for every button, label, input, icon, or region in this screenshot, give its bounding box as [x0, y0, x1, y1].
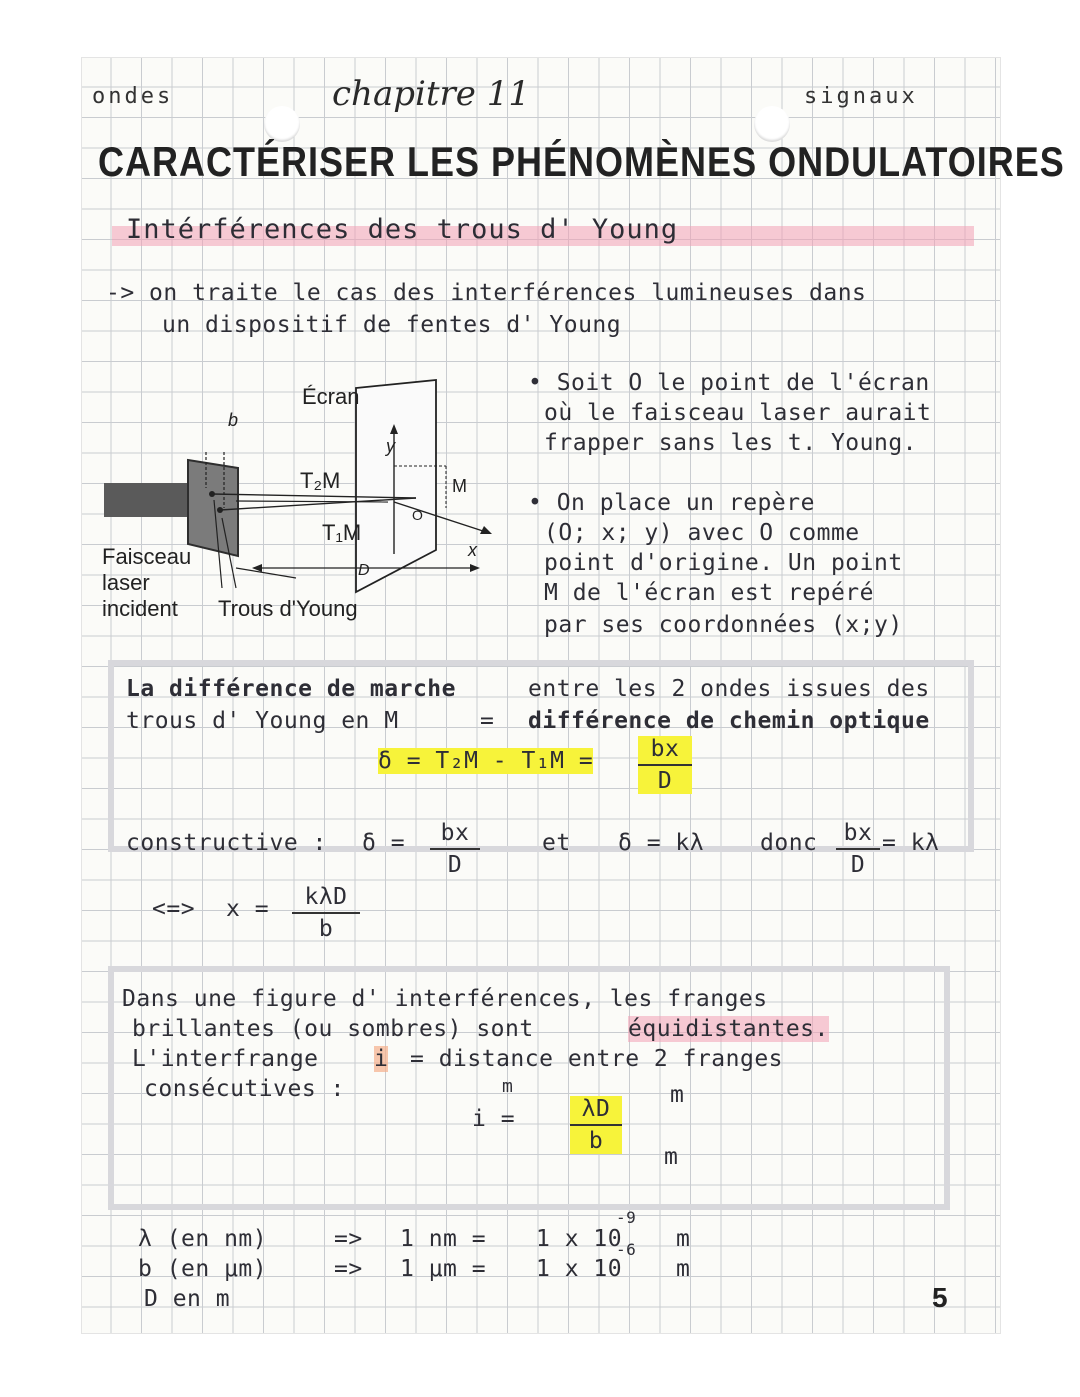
fraction-denominator: D — [447, 852, 463, 878]
note2-line1: • On place un repère — [528, 490, 815, 516]
constructive-fraction-1 — [430, 820, 480, 878]
header-left-ondes: ondes — [92, 84, 174, 109]
box1-line2-a: trous d' Young en M — [126, 708, 399, 734]
unit-row2-arrow: => — [334, 1256, 363, 1282]
fraction-denominator: b — [318, 916, 334, 942]
label-m: M — [452, 476, 467, 496]
note2-line4: M de l'écran est repéré — [544, 580, 874, 606]
fraction-denominator: D — [657, 768, 673, 794]
fraction-bar — [638, 764, 692, 766]
header-right-signaux: signaux — [804, 84, 918, 109]
x-equals: x = — [226, 896, 270, 922]
unit-m-above: m — [502, 1076, 514, 1097]
path-difference-fraction — [638, 736, 692, 794]
constructive-k-lambda: = kλ — [882, 830, 940, 856]
fraction-denominator: b — [588, 1128, 604, 1154]
label-laser: laser — [102, 570, 150, 595]
i-equals: i = — [472, 1106, 516, 1132]
constructive-fraction-2 — [836, 820, 880, 878]
fraction-numerator: kλD — [304, 884, 348, 910]
intro-line-1: -> on traite le cas des interférences lumineuses dans — [106, 280, 867, 306]
implies-arrow: <=> — [152, 896, 196, 922]
label-incident: incident — [102, 596, 178, 621]
unit-row1-exponent: -9 — [616, 1208, 637, 1227]
unit-row2-eq: 1 μm = — [400, 1256, 487, 1282]
label-x: x — [468, 540, 477, 560]
fraction-bar — [836, 848, 880, 850]
fraction-denominator: D — [850, 852, 866, 878]
label-trous-young: Trous d'Young — [218, 596, 358, 621]
note1-line2: où le faisceau laser aurait — [544, 400, 932, 426]
notebook-sheet — [82, 58, 1065, 1333]
note2-line5: par ses coordonnées (x;y) — [544, 612, 903, 638]
label-t1m: T₁M — [322, 520, 362, 545]
slit-plate — [188, 460, 238, 556]
unit-m-numerator: m — [670, 1082, 685, 1108]
unit-row3-label: D en m — [144, 1286, 231, 1312]
unit-row2-exponent: -6 — [616, 1240, 637, 1259]
path-difference-formula: δ = T₂M - T₁M = — [378, 748, 594, 774]
fraction-bar — [430, 848, 480, 850]
note2-line2: (O; x; y) avec O comme — [544, 520, 860, 546]
label-b: b — [228, 410, 239, 430]
interfrange-fraction — [570, 1096, 622, 1154]
fraction-bar — [570, 1124, 622, 1126]
unit-row1-arrow: => — [334, 1226, 363, 1252]
unit-m-denominator: m — [664, 1144, 679, 1170]
box2-line3-b: = distance entre 2 franges — [410, 1046, 784, 1072]
box2-line2-a: brillantes (ou sombres) sont — [132, 1016, 534, 1042]
screen — [356, 380, 436, 592]
page-title: CARACTÉRISER LES PHÉNOMÈNES ONDULATOIRES — [98, 138, 1065, 186]
box2-line1: Dans une figure d' interférences, les franges — [122, 986, 768, 1012]
fraction-numerator: bx — [650, 736, 680, 762]
box2-line4: consécutives : — [144, 1076, 345, 1102]
unit-row1-value: 1 x 10 — [536, 1226, 623, 1252]
binder-hole-right — [754, 106, 790, 142]
label-t2m: T₂M — [300, 468, 341, 493]
constructive-delta-k: δ = kλ — [618, 830, 705, 856]
unit-row2-m: m — [676, 1256, 691, 1282]
box2-line3-a: L'interfrange — [132, 1046, 319, 1072]
constructive-delta-eq: δ = — [362, 830, 406, 856]
box1-line2-b: différence de chemin optique — [528, 708, 930, 734]
fraction-numerator: λD — [581, 1096, 611, 1122]
fraction-numerator: bx — [843, 820, 873, 846]
unit-row1-label: λ (en nm) — [138, 1226, 268, 1252]
fraction-numerator: bx — [440, 820, 470, 846]
page-number: 5 — [932, 1282, 948, 1313]
label-d: D — [358, 562, 370, 579]
constructive-donc: donc — [760, 830, 818, 856]
x-fraction — [292, 884, 360, 942]
binder-hole-left — [264, 106, 300, 142]
young-slits-diagram — [96, 368, 536, 628]
box2-line3-i: i — [374, 1046, 389, 1072]
unit-row1-eq: 1 nm = — [400, 1226, 487, 1252]
chapter-title: chapitre 11 — [332, 74, 530, 114]
note1-line1: • Soit O le point de l'écran — [528, 370, 930, 396]
note1-line3: frapper sans les t. Young. — [544, 430, 918, 456]
box1-line2-eq: = — [480, 708, 495, 734]
unit-row1-m: m — [676, 1226, 691, 1252]
label-faisceau: Faisceau — [102, 544, 192, 569]
constructive-et: et — [542, 830, 571, 856]
fraction-bar — [292, 912, 360, 914]
box1-line1-a: La différence de marche — [126, 676, 456, 702]
intro-line-2: un dispositif de fentes d' Young — [162, 312, 622, 338]
label-origin: O — [412, 507, 423, 523]
box2-line2-b: équidistantes. — [628, 1016, 829, 1042]
unit-row2-label: b (en μm) — [138, 1256, 268, 1282]
unit-row2-value: 1 x 10 — [536, 1256, 623, 1282]
label-y: y — [386, 436, 395, 456]
section-heading: Intérférences des trous d' Young — [126, 214, 679, 245]
constructive-label: constructive : — [126, 830, 327, 856]
box1-line1-b: entre les 2 ondes issues des — [528, 676, 930, 702]
label-ecran: Écran — [302, 384, 360, 409]
note2-line3: point d'origine. Un point — [544, 550, 903, 576]
